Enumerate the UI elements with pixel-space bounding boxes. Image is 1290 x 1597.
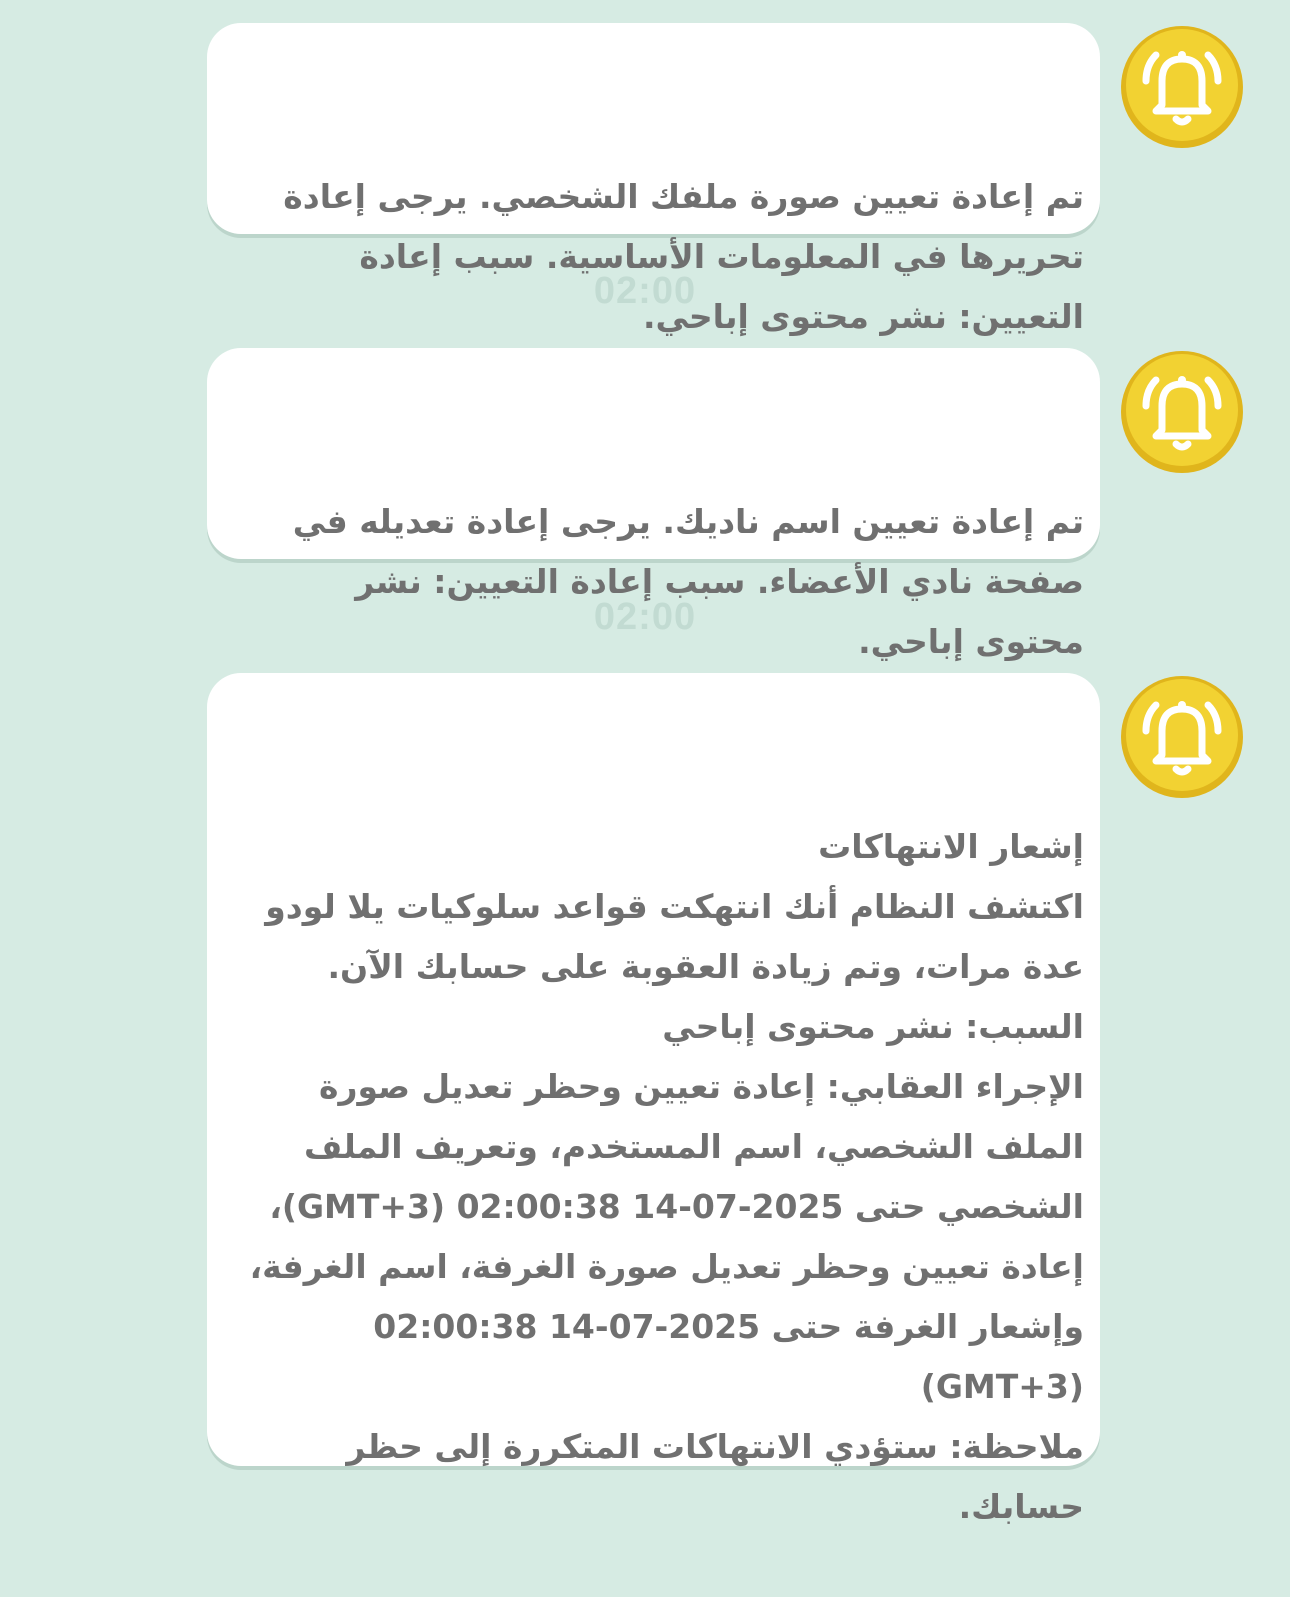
bell-icon [1120,350,1244,474]
notification-avatar[interactable] [1120,25,1244,149]
notification-avatar[interactable] [1120,675,1244,799]
notification-avatar[interactable] [1120,350,1244,474]
message-timestamp: 02:00 [593,596,697,638]
message-bubble [207,673,1100,1526]
message-timestamp: 02:00 [593,270,697,312]
message-text: تم إعادة تعيين اسم ناديك. يرجى إعادة تعديله في صفحة نادي الأعضاء. سبب إعادة التعيين: نشر محتوى إباحي. [281,502,1084,661]
bell-icon [1120,675,1244,799]
message-text: تم إعادة تعيين صورة ملفك الشخصي. يرجى إعادة تحريرها في المعلومات الأساسية. سبب إعادة التعيين: نشر محتوى إباحي. [271,177,1084,336]
bell-icon [1120,25,1244,149]
message-text: إشعار الانتهاكات اكتشف النظام أنك انتهكت قواعد سلوكيات يلا لودو عدة مرات، وتم زيادة العقوبة على حسابك الآن. السبب: نشر محتوى إباحي الإجراء العقابي: إعادة تعيين وحظر تعديل صورة الملف الشخصي، اسم المستخدم، وتعريف الملف الشخصي حتى 2025-07-14 02:00:38 (GMT+3)، إعادة تعيين وحظر تعديل صورة الغرفة، اسم الغرفة، وإشعار الغرفة حتى 2025-07-14 02:00:38 (GMT+3) ملاحظة: ستؤدي الانتهاكات المتكررة إلى حظر حسابك. [249,827,1084,1526]
